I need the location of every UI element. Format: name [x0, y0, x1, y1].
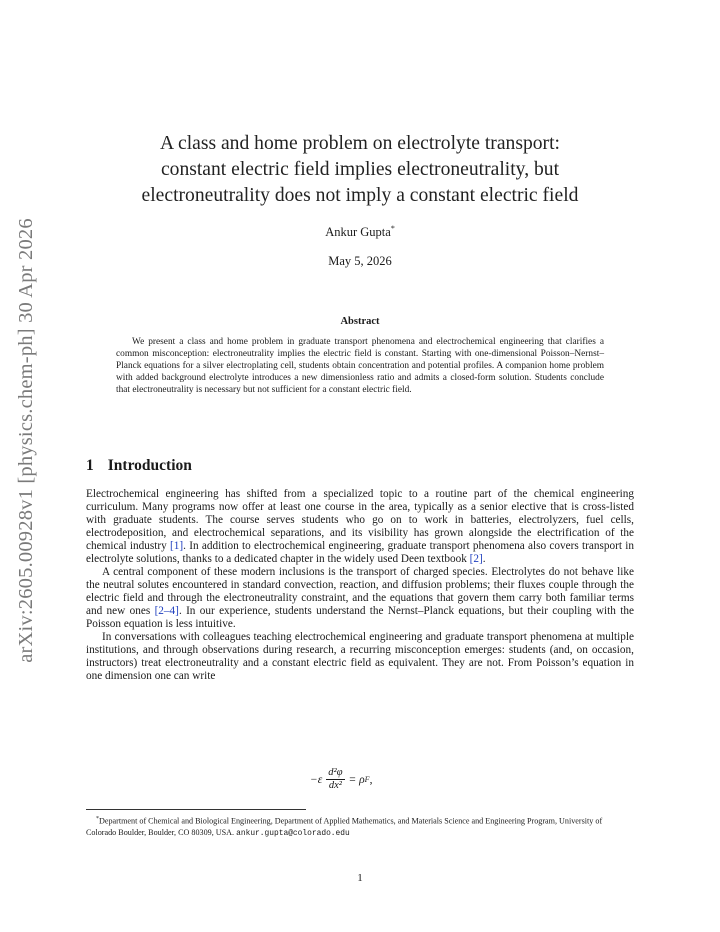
title-line-3: electroneutrality does not imply a constant electric field	[141, 185, 579, 206]
equation-numerator: d²φ	[328, 767, 343, 778]
citation-link[interactable]: [2]	[469, 553, 483, 565]
arxiv-identifier: arXiv:2605.00928v1 [physics.chem-ph] 30 Apr 2026	[14, 217, 37, 663]
paper-date: May 5, 2026	[328, 254, 392, 268]
title-line-2: constant electric field implies electroneutrality, but	[160, 159, 560, 180]
arxiv-identifier-sidebar	[6, 210, 46, 670]
section-title-text: Introduction	[107, 457, 192, 474]
paragraph-2	[86, 566, 634, 631]
author-name: Ankur Gupta	[325, 225, 391, 240]
paragraph-1	[86, 488, 634, 566]
equation-denominator: dx²	[328, 780, 342, 791]
equation-fraction	[326, 767, 344, 792]
footnote-divider	[86, 809, 306, 810]
body-text	[86, 488, 634, 683]
abstract-text: We present a class and home problem in graduate transport phenomena and electrochemical engineering that clarifies a common misconception: electroneutrality implies the electric field is constant. Starting with one-dimensional Poisson–Nernst–Planck equations for a silver electroplating cell, students obtain concentration and potential profiles. A companion home problem with added background electrolyte introduces a new dimensionless ratio and admits a closed-form solution. Students conclude that electroneutrality is necessary but not sufficient for a constant electric field.	[116, 337, 604, 396]
equation-rhs: = ρ	[348, 773, 365, 786]
paragraph-1-text-b: . In addition to electrochemical engineering, graduate transport phenomena also covers transport in electrolyte solutions, thanks to a dedicated chapter in the widely used Deen textbook	[86, 540, 635, 565]
paragraph-1-text-a: Electrochemical engineering has shifted from a specialized topic to a routine part of the chemical engineering curriculum. Many programs now offer at least one course in the area, typically as a senior elective that is cross-listed with graduate students. The course serves students who go on to work in batteries, electrolyzers, fuel cells, electrodeposition, and electrochemical separations, and its visibility has grown alongside the electrification of the chemical industry	[86, 488, 634, 552]
equation-trail: ,	[369, 773, 373, 786]
citation-link[interactable]: [2–4]	[154, 605, 179, 617]
section-heading	[86, 457, 192, 475]
paragraph-1-text-c: .	[482, 553, 486, 565]
footnote	[86, 814, 634, 839]
footnote-mark: *	[96, 816, 99, 822]
title-line-1: A class and home problem on electrolyte transport:	[160, 133, 560, 154]
equation-lhs-prefix: −ε	[310, 773, 323, 786]
author-line	[160, 224, 560, 240]
author-email[interactable]: ankur.gupta@colorado.edu	[236, 828, 350, 838]
footnote-text: Department of Chemical and Biological Engineering, Department of Applied Mathematics, and Materials Science and Engineering Program, University of Colorado Boulder, Boulder, CO 80309, USA.	[86, 816, 603, 837]
abstract-heading: Abstract	[340, 316, 380, 327]
poisson-equation	[310, 767, 410, 792]
page-number: 1	[357, 872, 363, 884]
equation-rhs-subscript: F	[364, 775, 370, 784]
section-number: 1	[86, 457, 94, 474]
author-footnote-mark[interactable]: *	[390, 224, 395, 233]
paragraph-2-text-a: A central component of these modern inclusions is the transport of charged species. Electrolytes do not behave like the neutral solutes encountered in standard convection, reaction, and diffusion problems; their fluxes couple through the electric field and through the electroneutrality constraint, and the equations that govern them carry both familiar terms and new ones	[86, 566, 634, 617]
citation-link[interactable]: [1]	[170, 540, 184, 552]
paragraph-2-text-b: . In our experience, students understand the Nernst–Planck equations, but their coupling with the Poisson equation is less intuitive.	[86, 605, 634, 630]
paper-title	[100, 131, 620, 209]
paragraph-3: In conversations with colleagues teaching electrochemical engineering and graduate transport phenomena at multiple institutions, and through observations during research, a recurring misconception emerges: students (and, on occasion, instructors) treat electroneutrality and a constant electric field as equivalent. They are not. From Poisson’s equation in one dimension one can write	[86, 631, 634, 682]
